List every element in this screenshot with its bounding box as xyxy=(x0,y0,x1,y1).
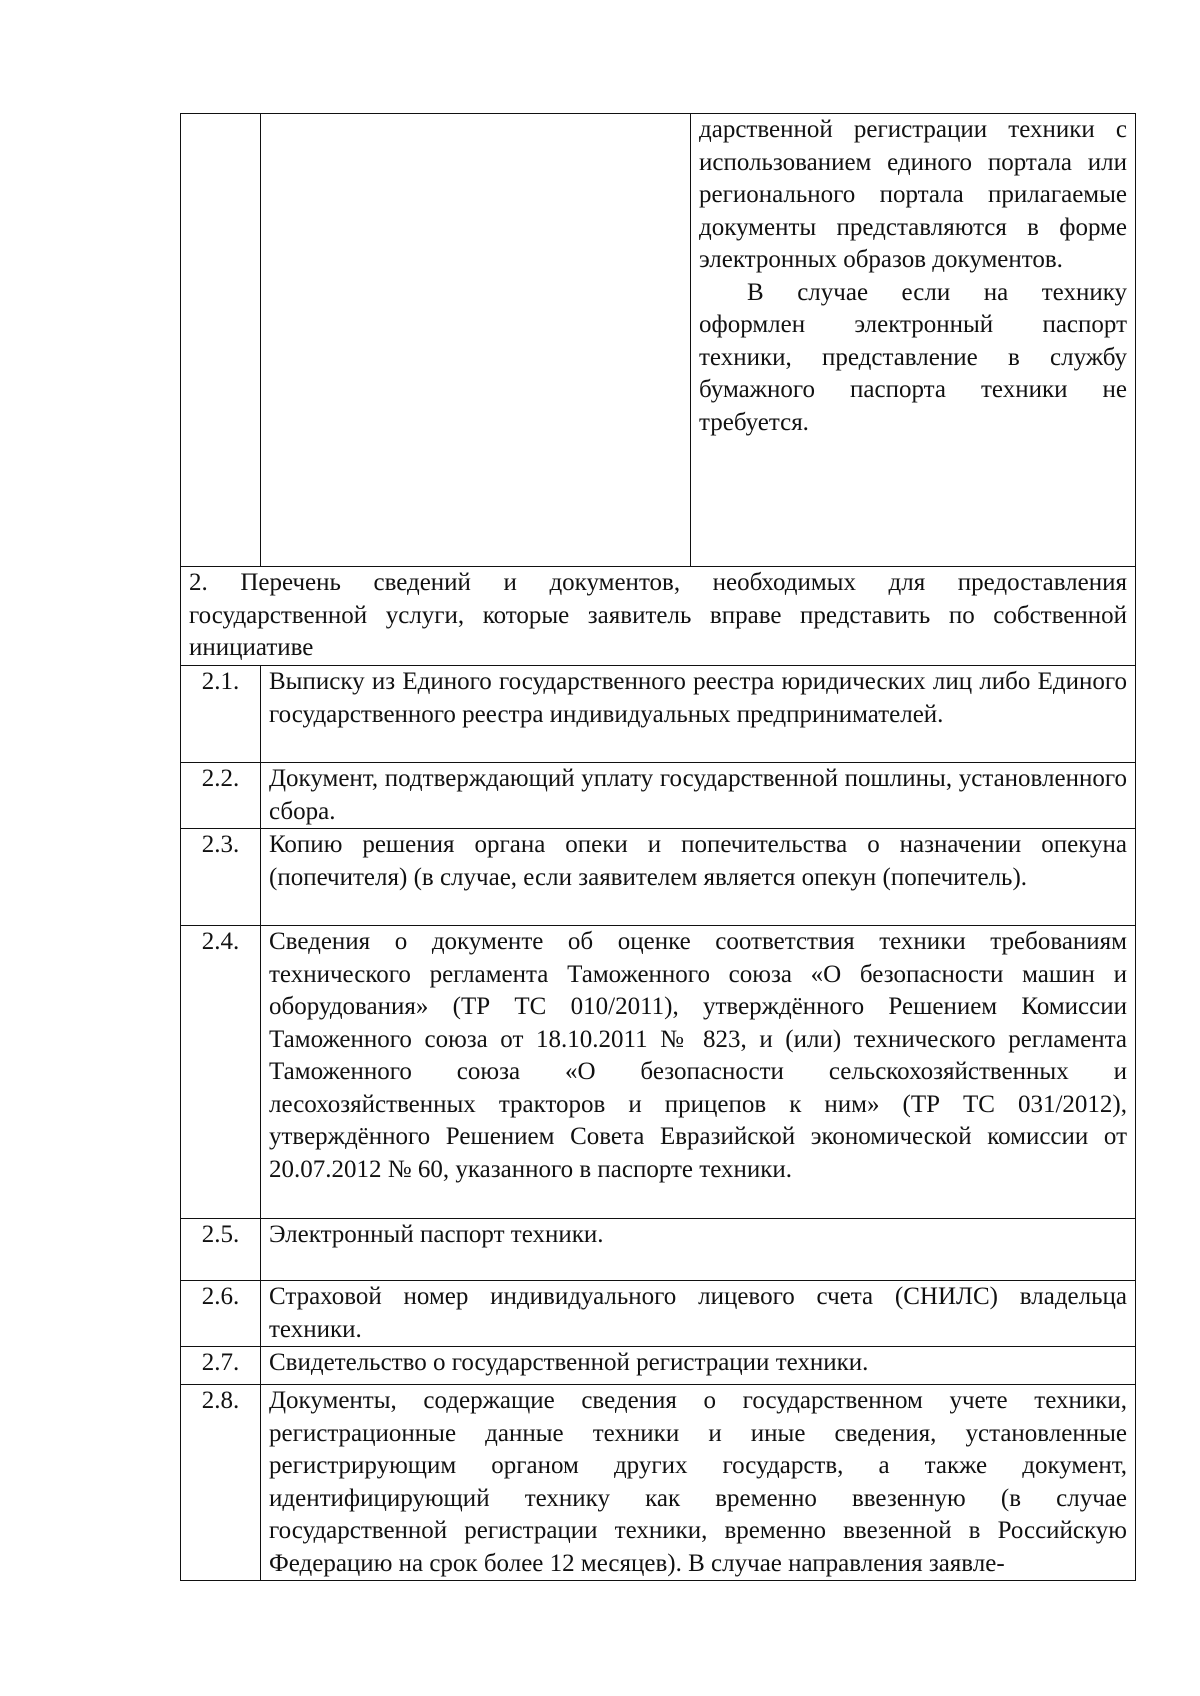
item-text: Свидетельство о государственной регистрации техники. xyxy=(261,1347,1136,1385)
item-number: 2.8. xyxy=(181,1385,261,1581)
item-number: 2.1. xyxy=(181,666,261,763)
requirements-table xyxy=(180,113,1136,1581)
item-number: 2.5. xyxy=(181,1219,261,1281)
continuation-row xyxy=(181,114,1136,567)
item-text: Электронный паспорт техники. xyxy=(261,1219,1136,1281)
table-row xyxy=(181,926,1136,1219)
item-number: 2.3. xyxy=(181,829,261,926)
item-text: Выписку из Единого государственного реестра юридических лиц либо Единого государственного реестра индивидуальных предпринимателей. xyxy=(261,666,1136,763)
electronic-passport-note: В случае если на технику оформлен электронный паспорт техники, представление в службу бумажного паспорта техники не требуется. xyxy=(699,278,1127,436)
empty-number-cell xyxy=(181,114,261,567)
item-number: 2.7. xyxy=(181,1347,261,1385)
item-text: Страховой номер индивидуального лицевого счета (СНИЛС) владельца техники. xyxy=(261,1281,1136,1347)
table-row xyxy=(181,1219,1136,1281)
item-number: 2.2. xyxy=(181,763,261,829)
continuation-paragraph: дарственной регистрации техники с использованием единого портала или регионального портала прилагаемые документы представляются в форме электронных образов документов. xyxy=(699,116,1127,273)
item-text: Сведения о документе об оценке соответствия техники требованиям технического регламента Таможенного союза «О безопасности машин и оборудования» (ТР ТС 010/2011), утверждённого Решением Комиссии Таможенного союза от 18.10.2011 № 823, и (или) технического регламента Таможенного союза «О безопасности сельскохозяйственных и лесохозяйственных тракторов и прицепов к ним» (ТР ТС 031/2012), утверждённого Решением Совета Евразийской экономической комиссии от 20.07.2012 № 60, указанного в паспорте техники. xyxy=(261,926,1136,1219)
section-2-heading: 2. Перечень сведений и документов, необходимых для предоставления государственной услуги, которые заявитель вправе представить по собственной инициативе xyxy=(181,567,1136,666)
item-text: Копию решения органа опеки и попечительства о назначении опекуна (попечителя) (в случае, если заявителем является опекун (попечитель). xyxy=(261,829,1136,926)
table-row xyxy=(181,666,1136,763)
section-heading-row xyxy=(181,567,1136,666)
continuation-text-cell xyxy=(691,114,1136,567)
table-row xyxy=(181,1347,1136,1385)
item-text: Документы, содержащие сведения о государственном учете техники, регистрационные данные техники и иные сведения, установленные регистрирующим органом других государств, а также документ, идентифицирующий технику как временно ввезенную (в случае государственной регистрации техники, временно ввезенной в Российскую Федерацию на срок более 12 месяцев). В случае направления заявле- xyxy=(261,1385,1136,1581)
item-number: 2.6. xyxy=(181,1281,261,1347)
empty-description-cell xyxy=(261,114,691,567)
table-row xyxy=(181,763,1136,829)
item-number: 2.4. xyxy=(181,926,261,1219)
table-row xyxy=(181,1281,1136,1347)
item-text: Документ, подтверждающий уплату государственной пошлины, установленного сбора. xyxy=(261,763,1136,829)
table-row xyxy=(181,829,1136,926)
table-row xyxy=(181,1385,1136,1581)
